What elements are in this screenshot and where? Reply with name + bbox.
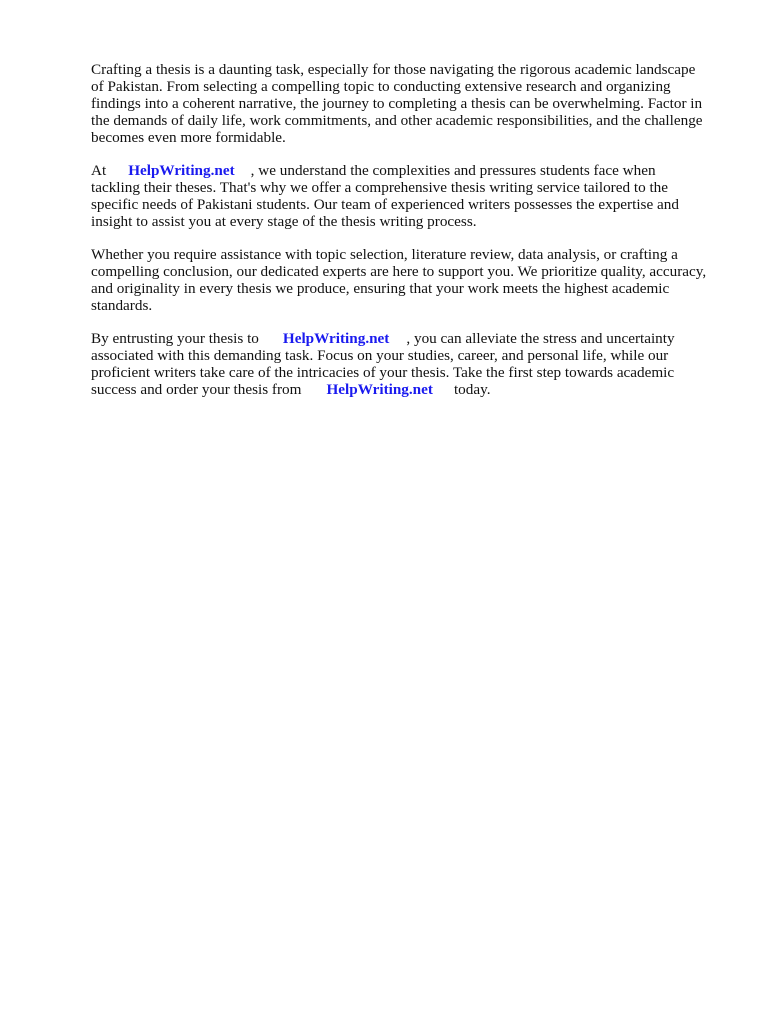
- text-fragment: success and order your thesis from: [91, 381, 302, 398]
- text-fragment: , we understand the complexities and pressures students face when: [250, 162, 656, 179]
- text-line: proficient writers take care of the intricacies of your thesis. Take the first step towards academic: [91, 364, 675, 381]
- text-fragment: today.: [453, 381, 491, 398]
- text-fragment: At: [91, 162, 107, 179]
- text-line: insight to assist you at every stage of the thesis writing process.: [91, 213, 477, 230]
- text-line: associated with this demanding task. Focus on your studies, career, and personal life, while our: [91, 347, 669, 364]
- document-page: [91, 61, 731, 414]
- paragraph-conclusion: [91, 330, 731, 398]
- helpwriting-link[interactable]: HelpWriting.net: [326, 381, 433, 398]
- text-line: becomes even more formidable.: [91, 129, 286, 146]
- paragraph-service: [91, 162, 731, 230]
- paragraph-assistance: [91, 246, 731, 314]
- text-line: specific needs of Pakistani students. Our team of experienced writers possesses the expertise and: [91, 196, 679, 213]
- text-line: of Pakistan. From selecting a compelling topic to conducting extensive research and organizing: [91, 78, 671, 95]
- paragraph-intro: [91, 61, 731, 146]
- text-line: Whether you require assistance with topic selection, literature review, data analysis, or crafting a: [91, 246, 678, 263]
- text-line: and originality in every thesis we produce, ensuring that your work meets the highest academic: [91, 280, 670, 297]
- text-line: standards.: [91, 297, 153, 314]
- text-line: [91, 162, 731, 179]
- text-line: [91, 381, 731, 398]
- helpwriting-link[interactable]: HelpWriting.net: [128, 162, 235, 179]
- text-line: Crafting a thesis is a daunting task, especially for those navigating the rigorous academic landscape: [91, 61, 696, 78]
- text-line: [91, 330, 731, 347]
- text-line: tackling their theses. That's why we offer a comprehensive thesis writing service tailored to the: [91, 179, 669, 196]
- text-line: findings into a coherent narrative, the journey to completing a thesis can be overwhelming. Factor in: [91, 95, 703, 112]
- helpwriting-link[interactable]: HelpWriting.net: [282, 330, 390, 347]
- text-fragment: By entrusting your thesis to: [91, 330, 259, 347]
- text-fragment: , you can alleviate the stress and uncertainty: [406, 330, 675, 347]
- text-line: compelling conclusion, our dedicated experts are here to support you. We prioritize quality, accuracy,: [91, 263, 707, 280]
- text-line: the demands of daily life, work commitments, and other academic responsibilities, and the challenge: [91, 112, 703, 129]
